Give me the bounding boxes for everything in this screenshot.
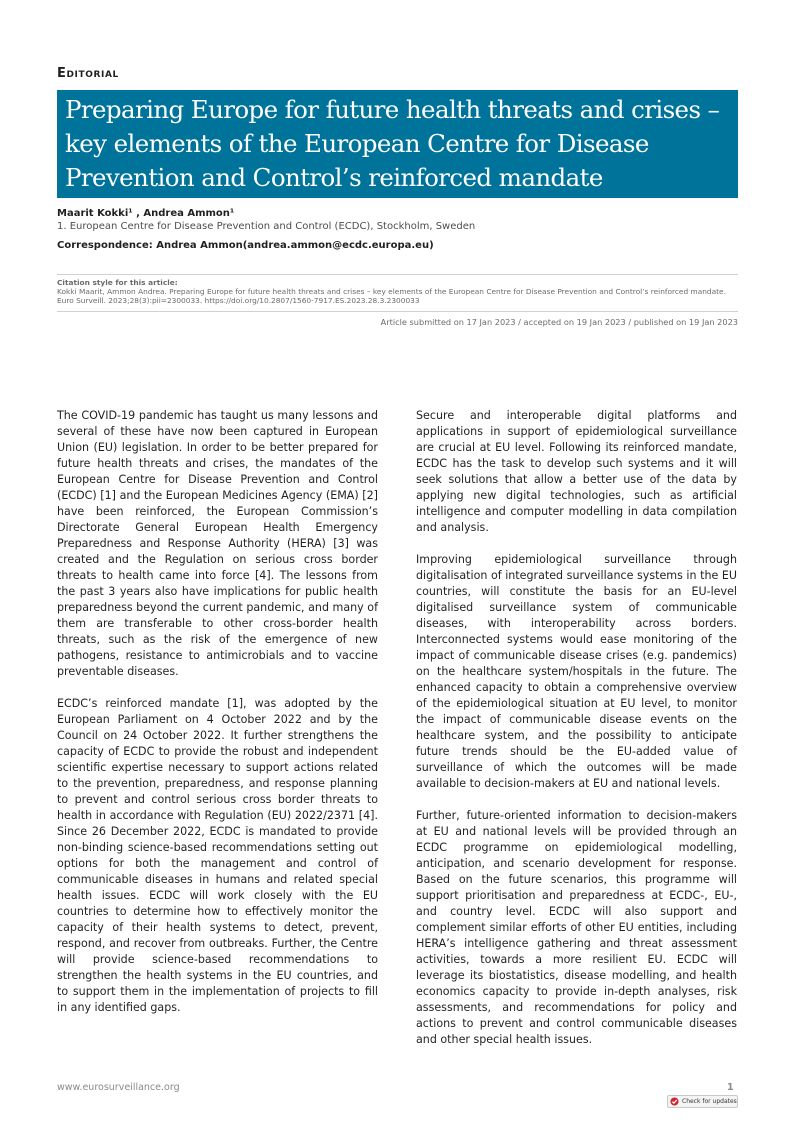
paragraph: Further, future-oriented information to decision-makers at EU and national levels will be provided through an ECDC programme on epidemiological modelling, anticipation, and scenario development for response. Based on the future scenarios, this programme will support prioritisation and preparedness at ECDC-, EU-, and country level. ECDC will also support and complement similar efforts of other EU entities, including HERA’s intelligence gathering and threat assessment activities, towards a more resilient EU. ECDC will leverage its biostatistics, disease modelling, and health economics capacity to provide in-depth analyses, risk assessments, and recommendations for policy and actions to prevent and control communicable diseases and other special health issues. (416, 809, 737, 1046)
citation-text: Kokki Maarit, Ammon Andrea. Preparing Europe for future health threats and crises – key elements of the European Centre for Disease Prevention and Control’s reinforced mandate. Euro Surveill. 2023;28(3):pii=2300033. https://doi.org/10.2807/1560-7917.ES.2023.28.3.2300033 (57, 287, 726, 305)
body-column-right (416, 408, 737, 1064)
correspondence: Correspondence: Andrea Ammon(andrea.ammon@ecdc.europa.eu) (57, 240, 434, 251)
divider-bottom (57, 311, 738, 312)
divider-top (57, 274, 738, 275)
check-updates-icon (670, 1097, 679, 1106)
paragraph: ECDC’s reinforced mandate [1], was adopted by the European Parliament on 4 October 2022 and by the Council on 24 October 2022. It further strengthens the capacity of ECDC to provide the robust and independent scientific expertise necessary to support actions related to the prevention, preparedness, and response planning to prevent and control serious cross border threats to health in accordance with Regulation (EU) 2022/2371 [4]. Since 26 December 2022, ECDC is mandated to provide non-binding science-based recommendations setting out options for both the management and control of communicable diseases in humans and related special health issues. ECDC will work closely with the EU countries to determine how to effectively monitor the capacity of their health systems to detect, prevent, respond, and recover from outbreaks. Further, the Centre will provide science-based recommendations to strengthen the health systems in the EU countries, and to support them in the implementation of projects to fill in any identified gaps. (57, 697, 378, 1014)
body-column-left (57, 408, 378, 1032)
author-list: Maarit Kokki¹ , Andrea Ammon¹ (57, 208, 235, 219)
paragraph: Secure and interoperable digital platforms and applications in support of epidemiological surveillance are crucial at EU level. Following its reinforced mandate, ECDC has the task to develop such systems and it will seek solutions that allow a better use of the data by applying new digital technologies, such as artificial intelligence and computer modelling in data compilation and analysis. (416, 409, 737, 534)
title-banner (57, 90, 738, 198)
footer-url[interactable]: www.eurosurveillance.org (57, 1082, 180, 1093)
citation-block (57, 278, 738, 305)
check-for-updates-button[interactable] (667, 1095, 738, 1108)
section-label: Editorial (57, 66, 119, 81)
citation-label: Citation style for this article: (57, 278, 178, 287)
page-number: 1 (727, 1082, 734, 1093)
affiliation: 1. European Centre for Disease Prevention and Control (ECDC), Stockholm, Sweden (57, 221, 476, 232)
paragraph: Improving epidemiological surveillance through digitalisation of integrated surveillance systems in the EU countries, will constitute the basis for an EU-level digitalised surveillance system of communicable diseases, with interoperability across borders. Interconnected systems would ease monitoring of the impact of communicable disease crises (e.g. pandemics) on the healthcare system/hospitals in the future. The enhanced capacity to obtain a comprehensive overview of the epidemiological situation at EU level, to monitor the impact of communicable disease events on the healthcare system, and the possibility to anticipate future trends should be the EU-added value of surveillance of which the outcomes will be made available to decision-makers at EU and national levels. (416, 553, 737, 790)
paragraph: The COVID-19 pandemic has taught us many lessons and several of these have now been captured in European Union (EU) legislation. In order to be better prepared for future health threats and crises, the mandates of the European Centre for Disease Prevention and Control (ECDC) [1] and the European Medicines Agency (EMA) [2] have been reinforced, the European Commission’s Directorate General European Health Emergency Preparedness and Response Authority (HERA) [3] was created and the Regulation on serious cross border threats to health came into force [4]. The lessons from the past 3 years also have implications for public health preparedness beyond the current pandemic, and many of them are transferable to other cross-border health threats, such as the risk of the emergence of new pathogens, resistance to antimicrobials and to vaccine preventable diseases. (57, 409, 378, 678)
article-title: Preparing Europe for future health threats and crises – key elements of the European Centre for Disease Prevention and Control’s reinforced mandate (65, 95, 720, 192)
check-updates-label: Check for updates (682, 1098, 737, 1105)
article-dates: Article submitted on 17 Jan 2023 / accepted on 19 Jan 2023 / published on 19 Jan 2023 (380, 317, 738, 327)
